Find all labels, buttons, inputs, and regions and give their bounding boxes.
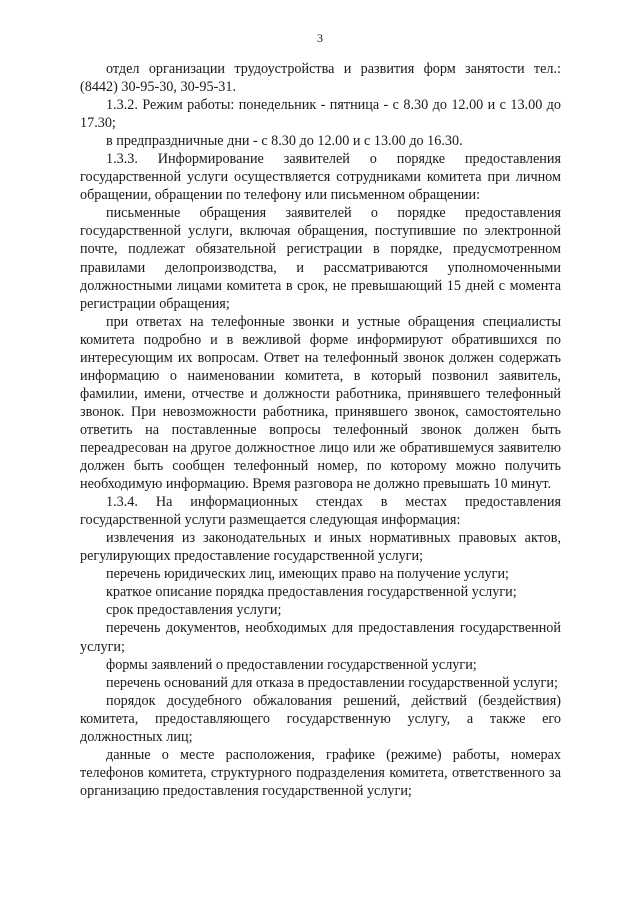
paragraph-work-schedule: 1.3.2. Режим работы: понедельник - пятница - с 8.30 до 12.00 и с 13.00 до 17.30; [80, 97, 561, 132]
paragraph-holiday-schedule: в предпраздничные дни - с 8.30 до 12.00 и с 13.00 до 16.30. [106, 133, 463, 150]
list-item-location-data: данные о месте расположения, графике (режиме) работы, номерах телефонов комитета, структурного подразделения комитета, ответственного за организацию предоставления государственной услуги; [80, 746, 561, 799]
paragraph-phone-requests: при ответах на телефонные звонки и устные обращения специалисты комитета подробно и в вежливой форме информируют обратившихся по интересующим их вопросам. Ответ на телефонный звонок должен содержать информацию о наименовании комитета, в который позвонил заявитель, фамилии, имени, отчестве и должности работника, принявшего телефонный звонок. При невозможности работника, принявшего звонок, самостоятельно ответить на поставленные вопросы телефонный звонок должен быть переадресован на другое должностное лицо или же обратившемуся заявителю должен быть сообщен телефонный номер, по которому можно получить необходимую информацию. Время разговора не должно превышать 10 минут. [80, 313, 561, 493]
page-number: 3 [317, 31, 323, 45]
list-item-required-documents: перечень документов, необходимых для предоставления государственной услуги; [80, 620, 561, 655]
document-body [80, 60, 561, 800]
paragraph-written-requests: письменные обращения заявителей о порядке предоставления государственной услуги, включая обращения, поступившие по электронной почте, подлежат обязательной регистрации в порядке, предусмотренном правилами делопроизводства, и рассматриваются уполномоченными должностными лицами комитета в срок, не превышающий 15 дней с момента регистрации обращения; [80, 205, 561, 312]
list-item-application-forms: формы заявлений о предоставлении государственной услуги; [106, 656, 477, 673]
list-item-eligible-entities: перечень юридических лиц, имеющих право на получение услуги; [106, 566, 509, 583]
list-item-refusal-grounds: перечень оснований для отказа в предоставлении государственной услуги; [106, 674, 558, 691]
list-item-legal-acts: извлечения из законодательных и иных нормативных правовых актов, регулирующих предоставление государственной услуги; [80, 530, 561, 565]
paragraph-contacts: отдел организации трудоустройства и развития форм занятости тел.: (8442) 30-95-30, 30-95-31. [80, 61, 561, 96]
list-item-procedure-summary: краткое описание порядка предоставления государственной услуги; [106, 584, 517, 601]
list-item-service-term: срок предоставления услуги; [106, 602, 282, 619]
paragraph-info-stands: 1.3.4. На информационных стендах в местах предоставления государственной услуги размещается следующая информация: [80, 494, 561, 529]
list-item-appeal-procedure: порядок досудебного обжалования решений, действий (бездействия) комитета, предоставляющего государственную услугу, а также его должностных лиц; [80, 692, 561, 745]
paragraph-informing: 1.3.3. Информирование заявителей о порядке предоставления государственной услуги осуществляется сотрудниками комитета при личном обращении, обращении по телефону или письменном обращении: [80, 151, 561, 204]
